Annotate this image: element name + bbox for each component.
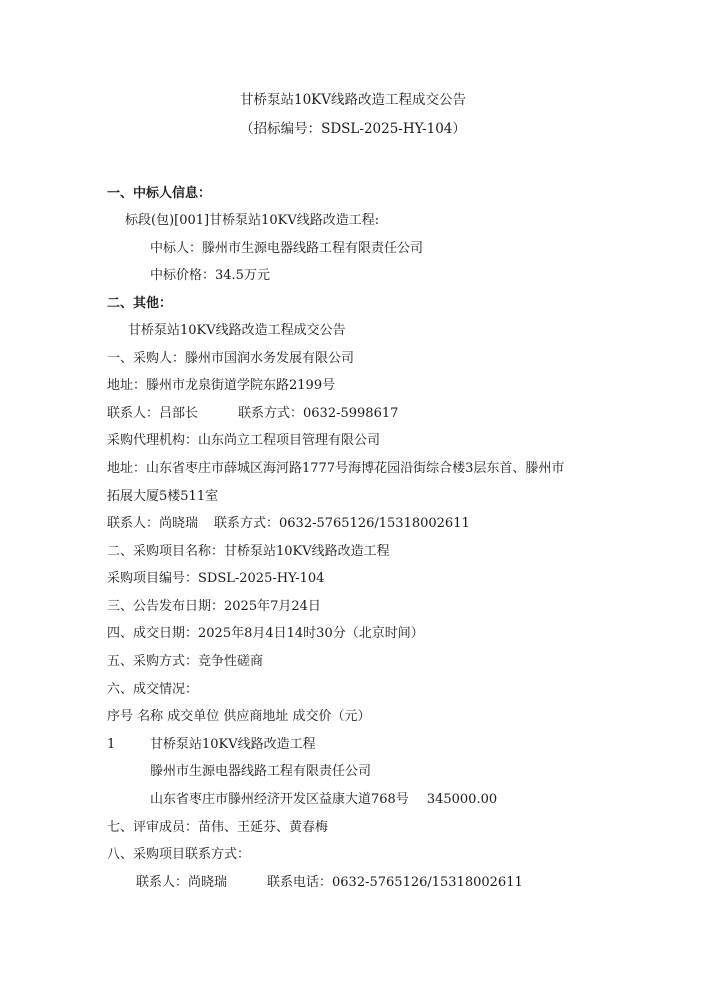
winner-line: 中标人：滕州市生源电器线路工程有限责任公司 [150, 241, 424, 256]
project-contact-phone: 联系电话：0632-5765126/15318002611 [267, 875, 523, 890]
project-contact-person: 联系人：尚晓瑞 [136, 875, 228, 890]
agency-address-line-1: 地址：山东省枣庄市薛城区海河路1777号海博花园沿街综合楼3层东首、滕州市 [107, 461, 565, 476]
publish-date-line: 三、公告发布日期：2025年7月24日 [107, 599, 321, 614]
agency-address-line-2: 拓展大厦5楼511室 [107, 489, 219, 504]
table-row-address-price [150, 792, 497, 808]
purchaser-line: 一、采购人：滕州市国润水务发展有限公司 [107, 351, 355, 366]
section-heading-winner-info: 一、中标人信息： [107, 186, 212, 201]
agency-line: 采购代理机构：山东尚立工程项目管理有限公司 [107, 433, 381, 448]
lot-line: 标段(包)[001]甘桥泵站10KV线路改造工程: [125, 213, 380, 228]
agency-contact-row [107, 516, 470, 532]
table-row-name: 甘桥泵站10KV线路改造工程 [150, 737, 316, 752]
reviewers-line: 七、评审成员：苗伟、王延芬、黄春梅 [107, 820, 329, 835]
table-row-price: 345000.00 [426, 792, 498, 807]
table-row-address: 山东省枣庄市滕州经济开发区益康大道768号 [150, 792, 409, 807]
notice-title-repeat: 甘桥泵站10KV线路改造工程成交公告 [128, 323, 346, 338]
purchaser-contact-phone: 联系方式：0632-5998617 [238, 406, 399, 421]
deal-heading: 六、成交情况： [107, 682, 199, 697]
agency-contact-phone: 联系方式：0632-5765126/15318002611 [214, 516, 470, 531]
section-heading-other: 二、其他： [107, 296, 173, 311]
project-contact-row [136, 875, 523, 891]
purchaser-contact-row [107, 406, 398, 422]
deal-date-line: 四、成交日期：2025年8月4日14时30分（北京时间） [107, 626, 424, 641]
price-line: 中标价格：34.5万元 [150, 268, 270, 283]
table-header: 序号 名称 成交单位 供应商地址 成交价（元） [107, 709, 371, 724]
method-line: 五、采购方式：竞争性磋商 [107, 654, 264, 669]
notice-title: 甘桥泵站10KV线路改造工程成交公告 [239, 92, 466, 108]
table-row-index: 1 [107, 737, 116, 752]
bid-number: （招标编号：SDSL-2025-HY-104） [240, 121, 466, 137]
project-contact-heading: 八、采购项目联系方式： [107, 847, 251, 862]
project-name-line: 二、采购项目名称：甘桥泵站10KV线路改造工程 [107, 544, 390, 559]
table-row-company: 滕州市生源电器线路工程有限责任公司 [150, 764, 372, 779]
project-number-line: 采购项目编号：SDSL-2025-HY-104 [107, 571, 325, 586]
purchaser-contact-person: 联系人：吕部长 [107, 406, 199, 421]
purchaser-address: 地址：滕州市龙泉街道学院东路2199号 [107, 378, 336, 393]
agency-contact-person: 联系人：尚晓瑞 [107, 516, 199, 531]
